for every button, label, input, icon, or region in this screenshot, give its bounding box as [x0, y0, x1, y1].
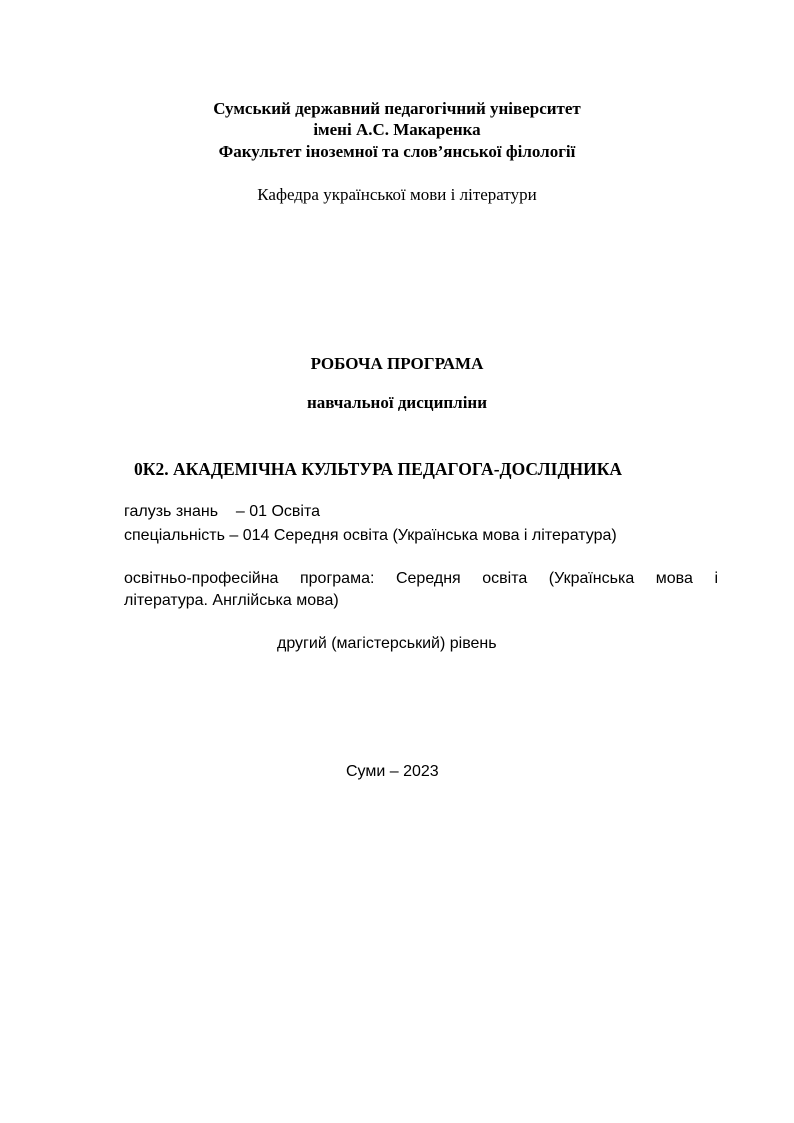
educational-program-line1: освітньо-професійна програма: Середня освіта (Українська мова і: [124, 570, 718, 587]
department-name: Кафедра української мови і літератури: [257, 185, 537, 204]
course-title: 0К2. АКАДЕМІЧНА КУЛЬТУРА ПЕДАГОГА-ДОСЛІДНИКА: [134, 459, 623, 479]
field-value: – 01 Освіта: [235, 503, 320, 520]
document-subtitle: навчальної дисципліни: [306, 393, 488, 412]
educational-program-line2: література. Англійська мова): [124, 592, 339, 609]
education-level: другий (магістерський) рівень: [277, 635, 497, 652]
field-label: галузь знань: [124, 503, 219, 520]
specialty-value: – 014 Середня освіта (Українська мова і література): [229, 527, 617, 544]
specialty: [124, 526, 617, 546]
field-of-knowledge: [124, 502, 320, 522]
faculty-name: Факультет іноземної та слов’янської філології: [218, 142, 576, 161]
university-name-line1: Сумський державний педагогічний університет: [213, 99, 581, 118]
university-name-line2: імені А.С. Макаренка: [313, 120, 481, 139]
document-title: РОБОЧА ПРОГРАМА: [310, 354, 484, 373]
specialty-label: спеціальність: [124, 527, 225, 544]
city-year: Суми – 2023: [346, 763, 439, 780]
